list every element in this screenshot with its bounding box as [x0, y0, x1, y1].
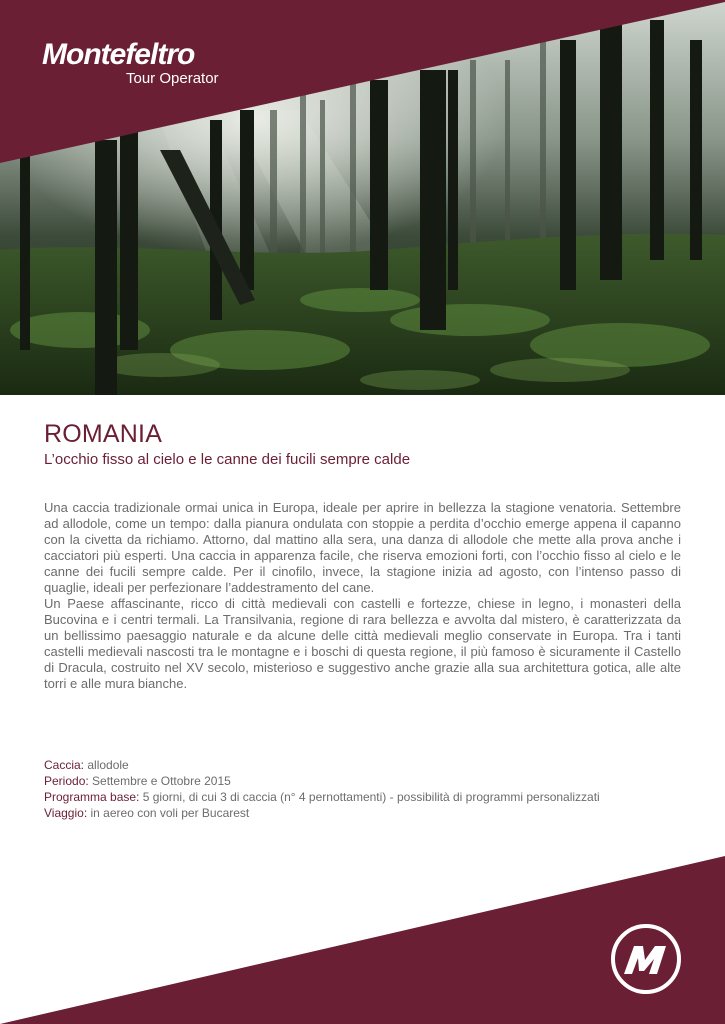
detail-label: Caccia:	[44, 758, 85, 772]
detail-label: Programma base:	[44, 790, 140, 804]
detail-row-periodo	[44, 773, 600, 789]
footer-band	[0, 850, 725, 1024]
brand-logo[interactable]	[42, 38, 219, 87]
footer-diagonal-band	[0, 856, 725, 1024]
page-title: ROMANIA	[44, 420, 163, 448]
header-banner	[0, 0, 725, 395]
detail-value: in aereo con voli per Bucarest	[90, 806, 250, 820]
detail-row-viaggio	[44, 805, 600, 821]
detail-value: Settembre e Ottobre 2015	[92, 774, 231, 788]
detail-row-caccia	[44, 757, 600, 773]
page-subtitle: L’occhio fisso al cielo e le canne dei fucili sempre calde	[44, 451, 411, 468]
description-paragraph: Una caccia tradizionale ormai unica in Europa, ideale per aprire in bellezza la stagione venatoria. Settembre ad allodole, come un tempo: dalla pianura ondulata con stoppie a perdita d’occhio emerge appena il capanno con la civetta da richiamo. Attorno, dal mattino alla sera, una danza di allodole che mette alla prova anche i cacciatori più esperti. Una caccia in apparenza facile, che riserva emozioni forti, con l’occhio fisso al cielo e le canne dei fucili sempre calde. Per il cinofilo, invece, la stagione inizia ad agosto, con l’intenso passo di quaglie, ideali per perfezionare l’addestramento del cane.	[44, 500, 681, 595]
detail-label: Viaggio:	[44, 806, 88, 820]
detail-row-programma	[44, 789, 600, 805]
trip-details	[44, 757, 600, 821]
detail-value: allodole	[87, 758, 129, 772]
brand-name: Montefeltro	[42, 38, 195, 71]
brand-tagline: Tour Operator	[126, 70, 219, 87]
detail-value: 5 giorni, di cui 3 di caccia (n° 4 pernottamenti) - possibilità di programmi personalizzati	[142, 790, 600, 804]
description-paragraph: Un Paese affascinante, ricco di città medievali con castelli e fortezze, chiese in legno, i monasteri della Bucovina e i centri termali. La Transilvania, regione di rara bellezza e avvolta dal mistero, è caratterizzata da un bellissimo paesaggio naturale e da alcune delle città medievali meglio conservate in Europa. Tra i tanti castelli medievali nascosti tra le montagne e i boschi di questa regione, il più famoso è sicuramente il Castello di Dracula, costruito nel XV secolo, misterioso e suggestivo anche grazie alla sua architettura gotica, alle alte torri e alle mura bianche.	[44, 596, 681, 691]
description	[44, 500, 681, 692]
detail-label: Periodo:	[44, 774, 89, 788]
